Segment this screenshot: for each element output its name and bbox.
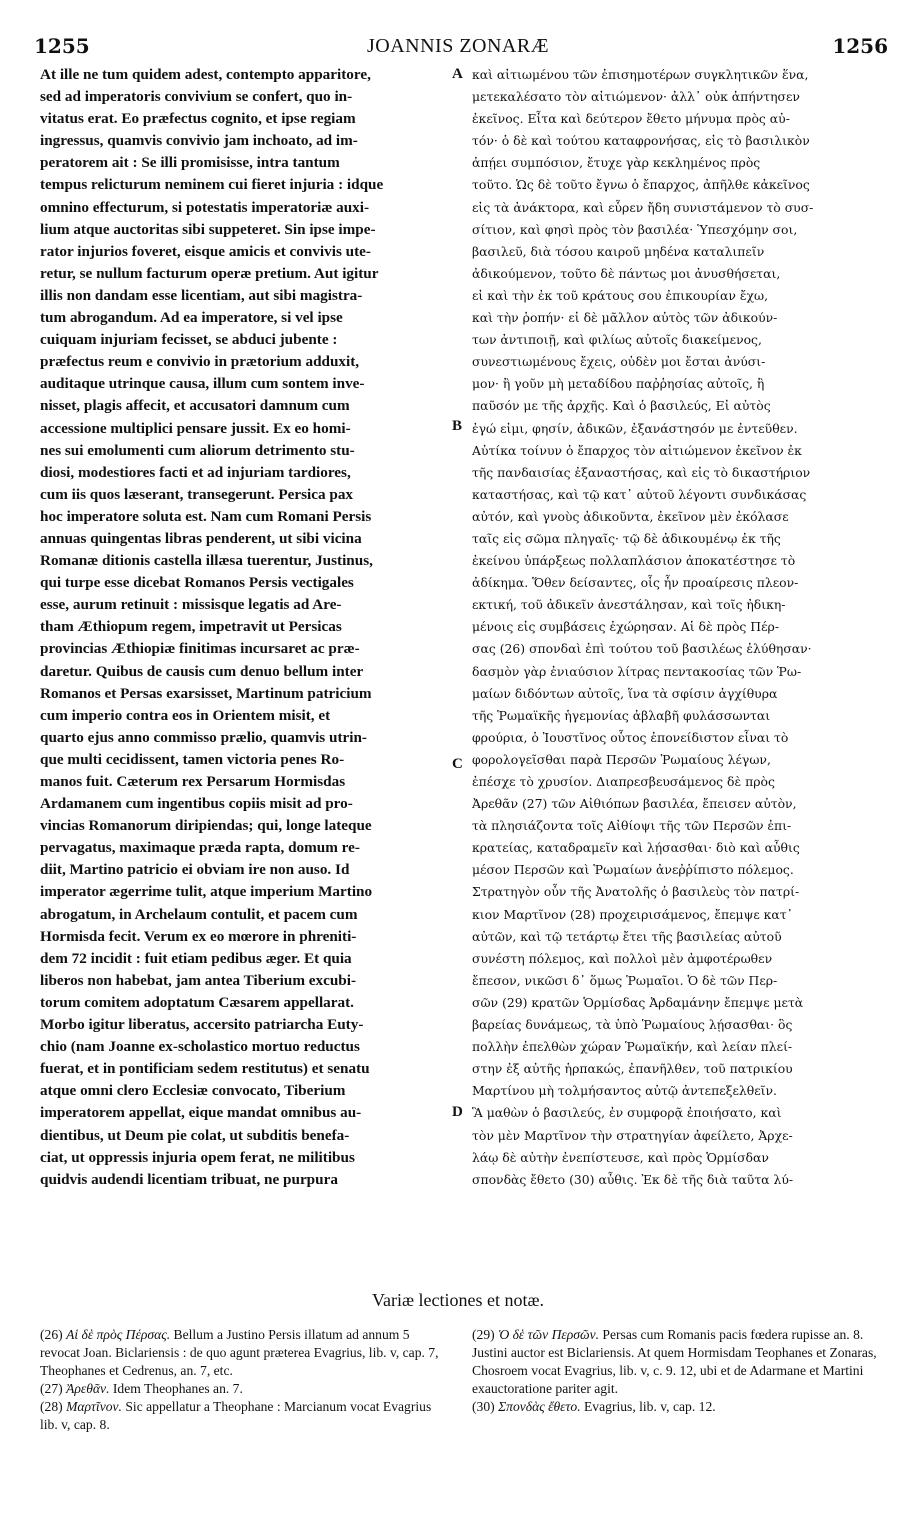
- latin-line: fuerat, et in pontificiam sedem restitutus) et senatu: [40, 1060, 370, 1078]
- latin-line: Morbo igitur liberatus, accersito patriarcha Euty-: [40, 1016, 364, 1034]
- latin-line: imperatorem appellat, eique mandat omnibus au-: [40, 1104, 362, 1122]
- footnotes-left: [40, 1326, 445, 1434]
- greek-line: συνέστη πόλεμος, καὶ πολλοὶ μὲν ἀμφοτέρωθεν: [472, 950, 773, 966]
- notes-title: Variæ lectiones et notæ.: [372, 1290, 544, 1310]
- greek-line: Στρατηγὸν οὖν τῆς Ἀνατολῆς ὁ βασιλεὺς τὸν πατρί-: [472, 884, 800, 900]
- margin-marker-c: C: [452, 756, 463, 772]
- latin-line: tham Æthiopum regem, impetravit ut Persicas: [40, 618, 342, 636]
- greek-line: μον· ἢ γοῦν μὴ μεταδίδου παῤῥησίας αὐτοῖς, ἢ: [472, 376, 765, 392]
- footnote: [40, 1326, 445, 1380]
- footnote-lemma: Αἱ δὲ πρὸς Πέρσας.: [66, 1327, 171, 1342]
- greek-line: καὶ αἰτιωμένου τῶν ἐπισημοτέρων συγκλητικῶν ἕνα,: [472, 67, 809, 82]
- greek-column: [472, 64, 884, 1264]
- greek-line: ἀδικούμενον, τοῦτο δὲ πάντως μοι ἀνυσθήσεται,: [472, 265, 781, 281]
- greek-line: τῆς πανδαισίας ἐξαναστήσας, καὶ εἰς τὸ δικαστήριον: [472, 464, 811, 480]
- footnotes-right: [472, 1326, 882, 1416]
- latin-line: Romanæ ditionis castella illæsa tuerentur, Justinus,: [40, 552, 373, 570]
- greek-line: κιον Μαρτῖνον (28) προχειρισάμενος, ἔπεμψε κατ᾿: [472, 906, 793, 922]
- footnote-text: Idem Theophanes an. 7.: [109, 1381, 243, 1396]
- latin-line: præfectus reum e convivio in prætorium adduxit,: [40, 353, 360, 371]
- greek-line: αὐτῶν, καὶ τῷ τετάρτῳ ἔτει τῆς βασιλείας αὐτοῦ: [472, 928, 782, 944]
- latin-line: chio (nam Joanne ex-scholastico mortuo reductus: [40, 1038, 360, 1056]
- greek-line: ταῖς εἰς σῶμα πληγαῖς· τῷ δὲ ἀδικουμένῳ ἐκ τῆς: [472, 530, 781, 546]
- footnote-text: Evagrius, lib. v, cap. 12.: [580, 1399, 716, 1414]
- latin-line: Hormisda fecit. Verum ex eo mœrore in phreniti-: [40, 927, 357, 945]
- greek-line: φορολογεῖσθαι παρὰ Περσῶν Ῥωμαίους λέγων,: [472, 751, 771, 767]
- latin-line: quidvis audendi licentiam tribuat, ne purpura: [40, 1170, 338, 1188]
- latin-line: peratorem ait : Se illi promisisse, intra tantum: [40, 154, 340, 172]
- footnote: [472, 1326, 882, 1398]
- margin-marker-a: A: [452, 66, 463, 82]
- greek-line: βαρείας δυνάμεως, τὰ ὑπὸ Ῥωμαίους λῄσασθαι· ὃς: [472, 1017, 793, 1033]
- margin-marker-d: D: [452, 1104, 463, 1120]
- latin-line: dem 72 incidit : fuit etiam pedibus æger. Et quia: [40, 949, 352, 967]
- greek-line: καταστήσας, καὶ τῷ κατ᾿ αὐτοῦ λέγοντι συνδικάσας: [472, 486, 807, 502]
- greek-line: σας (26) σπονδαὶ ἐπὶ τούτου τοῦ βασιλέως ἐλύθησαν·: [472, 641, 812, 657]
- latin-line: auditaque utrinque causa, illum cum sontem inve-: [40, 375, 365, 393]
- greek-line: εἰ καὶ τὴν ἐκ τοῦ κράτους σου ἐπικουρίαν ἔχω,: [472, 287, 769, 303]
- greek-line: μαίων διδόντων αὐτοῖς, ἵνα τὰ σφίσιν ἀγχίθυρα: [472, 685, 778, 701]
- right-page-number: 1256: [832, 34, 888, 58]
- greek-line: μένοις εἰς συμβάσεις ἐχώρησαν. Αἱ δὲ πρὸς Πέρ-: [472, 619, 780, 635]
- latin-line: sed ad imperatoris convivium se confert, quo in-: [40, 88, 353, 106]
- latin-line: que multi cecidissent, tamen victoria penes Ro-: [40, 750, 345, 768]
- greek-line: ἐγώ εἰμι, φησίν, ἀδικῶν, ἐξανάστησόν με ἐντεῦθεν.: [472, 420, 798, 436]
- latin-line: manos fuit. Cæterum rex Persarum Hormisdas: [40, 773, 346, 790]
- greek-line: Ἀρεθᾶν (27) τῶν Αἰθιόπων βασιλέα, ἔπεισεν αὐτὸν,: [472, 796, 797, 812]
- footnote-lemma: Ἀρεθᾶν.: [66, 1381, 110, 1396]
- latin-column: [40, 64, 445, 1264]
- latin-line: cuiquam injuriam fecisset, se abduci jubente :: [40, 331, 338, 349]
- footnote-number: (30): [472, 1399, 495, 1414]
- latin-line: nisset, plagis affecit, et accusatori damnum cum: [40, 397, 350, 415]
- greek-line: αὐτόν, καὶ γνοὺς ἀδικοῦντα, ἐκεῖνον μὲν ἐκόλασε: [472, 508, 789, 524]
- greek-line: καὶ τὴν ῥοπήν· εἰ δὲ μᾶλλον αὐτὸς τῶν ἀδικούν-: [472, 310, 778, 326]
- latin-line: tempus relicturum neminem cui fieret injuria : idque: [40, 176, 384, 194]
- greek-line: πολλὴν ἐπελθὼν χώραν Ῥωμαϊκήν, καὶ λείαν πλεί-: [472, 1039, 793, 1055]
- footnote-text: Bellum a Justino Persis illatum ad annum 5 revocat Joan. Biclariensis : de quo agunt præterea Evagrius, lib. v, cap. 7, Theophanes et Cedrenus, an. 7, etc.: [40, 1327, 439, 1378]
- footnote-text: Persas cum Romanis pacis fœdera rupisse an. 8. Justini auctor est Biclariensis. At quem Hormisdam Teophanes et Zonaras, Chosroem vocat Evagrius, lib. v, c. 9. 12, ubi et de Adarmane et Martini exauctoratione pariter agit.: [472, 1327, 877, 1396]
- latin-line: diit, Martino patricio ei obviam ire non auso. Id: [40, 861, 350, 879]
- greek-line: στην ἐξ αὐτῆς ἡρπακώς, ἐπανῆλθεν, τοῦ πατρικίου: [472, 1061, 793, 1077]
- latin-line: daretur. Quibus de causis cum denuo bellum inter: [40, 662, 364, 680]
- latin-line: pervagatus, maximaque præda rapta, domum re-: [40, 839, 360, 857]
- latin-line: At ille ne tum quidem adest, contempto apparitore,: [40, 66, 371, 83]
- greek-line: μετεκαλέσατο τὸν αἰτιώμενον· ἀλλ᾿ οὐκ ἀπήντησεν: [472, 89, 800, 105]
- greek-line: ἐκεῖνος. Εἶτα καὶ δεύτερον ἔθετο μήνυμα πρὸς αὐ-: [472, 111, 790, 127]
- latin-line: Romanos et Persas exarsisset, Martinum patricium: [40, 684, 372, 702]
- latin-line: tum abrogandum. Ad ea imperatore, si vel ipse: [40, 309, 343, 327]
- greek-line: κρατείας, καταδραμεῖν καὶ λῄσασθαι· διὸ καὶ αὖθις: [472, 840, 800, 856]
- greek-line: μέσον Περσῶν καὶ Ῥωμαίων ἀνεῤῥίπιστο πόλεμος.: [472, 862, 794, 878]
- greek-line: βασιλεῦ, διὰ τόσου καιροῦ μηδένα καταλιπεῖν: [472, 243, 765, 259]
- footnote-lemma: Μαρτῖνον.: [66, 1399, 122, 1414]
- greek-line: τὰ πλησιάζοντα τοῖς Αἰθίοψι τῆς τῶν Περσῶν ἐπι-: [472, 818, 792, 834]
- greek-line: των ἀντιποιῇ, καὶ φιλίως αὐτοῖς διακείμενος,: [472, 332, 762, 348]
- footnote-lemma: Σπονδὰς ἔθετο.: [498, 1399, 581, 1414]
- greek-line: σπονδὰς ἔθετο (30) αὖθις. Ἐκ δὲ τῆς διὰ ταῦτα λύ-: [472, 1171, 794, 1187]
- latin-line: illis non dandam esse licentiam, aut sibi magistra-: [40, 286, 363, 304]
- footnote-number: (27): [40, 1381, 63, 1396]
- latin-line: ingressus, quamvis convivio jam inchoato, ad im-: [40, 132, 358, 150]
- greek-line: τὸν μὲν Μαρτῖνον τὴν στρατηγίαν ἀφείλετο, Ἀρχε-: [472, 1127, 793, 1143]
- footnote-number: (29): [472, 1327, 495, 1342]
- greek-line: Αὐτίκα τοίνυν ὁ ἔπαρχος τὸν αἰτιώμενον ἐκεῖνον ἐκ: [472, 442, 802, 458]
- latin-line: nes sui emolumenti cum aliorum detrimento stu-: [40, 441, 355, 459]
- latin-line: ciat, ut oppressis injuria opem ferat, ne militibus: [40, 1148, 355, 1166]
- latin-line: esse, aurum retinuit : missisque legatis ad Are-: [40, 596, 342, 614]
- footnote: [40, 1380, 445, 1398]
- latin-line: vitatus erat. Eo præfectus cognito, et ipse regiam: [40, 110, 356, 128]
- latin-line: accessione multiplici pensare jussit. Ex eo homi-: [40, 419, 351, 437]
- latin-line: atque omni clero Ecclesiæ convocato, Tiberium: [40, 1082, 346, 1100]
- latin-line: abrogatum, in Archelaum contulit, et pacem cum: [40, 905, 358, 923]
- latin-line: quarto ejus anno commisso prælio, quamvis utrin-: [40, 728, 367, 746]
- greek-line: λάῳ δὲ αὐτὴν ἐνεπίστευσε, καὶ πρὸς Ὁρμίσδαν: [472, 1149, 769, 1165]
- greek-line: τῆς Ῥωμαϊκῆς ἡγεμονίας ἀβλαβῆ φυλάσσωνται: [472, 707, 771, 723]
- latin-line: lium atque auctoritas sibi suppeteret. Sin ipse impe-: [40, 220, 376, 238]
- footnote: [40, 1398, 445, 1434]
- latin-line: omnino effecturum, si potestatis imperatoriæ auxi-: [40, 198, 370, 216]
- greek-line: ἐπέσχε τὸ χρυσίον. Διαπρεσβευσάμενος δὲ πρὸς: [472, 774, 775, 789]
- greek-line: παῦσόν με τῆς ἀρχῆς. Καὶ ὁ βασιλεύς, Εἰ αὐτὸς: [472, 398, 771, 414]
- latin-line: diosi, modestiores facti et ad injuriam tardiores,: [40, 463, 351, 481]
- greek-line: συνεστιωμένους ἔχεις, οὐδὲν μοι ἔσται ἀνύσι-: [472, 354, 766, 370]
- running-header: [28, 34, 888, 58]
- latin-line: retur, se nullum facturum operæ pretium. Aut igitur: [40, 264, 379, 282]
- latin-line: imperator ægerrime tulit, atque imperium Martino: [40, 883, 373, 901]
- latin-line: cum imperio contra eos in Orientem misit, et: [40, 706, 331, 724]
- margin-marker-b: B: [452, 418, 463, 434]
- greek-line: εκτική, τοῦ ἀδικεῖν ἀνεστάλησαν, καὶ τοῖς ἠδικη-: [472, 597, 786, 613]
- latin-line: provincias Æthiopiæ finitimas incursaret ac præ-: [40, 640, 360, 658]
- greek-line: φρούρια, ὁ Ἰουστῖνος οὗτος ἐπονείδιστον εἶναι τὸ: [472, 729, 789, 745]
- latin-line: liberos non habebat, jam antea Tiberium excubi-: [40, 971, 357, 989]
- greek-line: ἀπῄει συμπόσιον, ἔτυχε γὰρ κεκλημένος πρὸς: [472, 155, 761, 171]
- greek-line: σίτιον, καὶ φησὶ πρὸς τὸν βασιλέα· Ὑπεσχόμην σοι,: [472, 221, 798, 237]
- latin-line: dientibus, ut Deum pie colat, ut subditis benefa-: [40, 1126, 350, 1144]
- latin-line: torum comitem adoptatum Cæsarem appellarat.: [40, 993, 354, 1011]
- greek-line: δασμὸν γὰρ ἐνιαύσιον λίτρας πεντακοσίας τῶν Ῥω-: [472, 663, 802, 679]
- greek-line: τόν· ὁ δὲ καὶ τούτου καταφρονήσας, εἰς τὸ βασιλικὸν: [472, 133, 810, 149]
- greek-line: ἀδίκημα. Ὅθεν δείσαντες, οἷς ἦν προαίρεσις πλεον-: [472, 575, 799, 591]
- latin-line: hoc imperatore soluta est. Nam cum Romani Persis: [40, 507, 372, 525]
- running-title: JOANNIS ZONARÆ: [366, 35, 549, 57]
- footnote: [472, 1398, 882, 1416]
- latin-line: vincias Romanorum diripiendas; qui, longe lateque: [40, 817, 372, 835]
- greek-line: Μαρτίνου μὴ τολμήσαντος αὐτῷ ἀντεπεξελθεῖν.: [472, 1083, 777, 1099]
- footnote-number: (26): [40, 1327, 63, 1342]
- greek-line: εἰς τὰ ἀνάκτορα, καὶ εὗρεν ἤδη συνιστάμενον τὸ συσ-: [472, 199, 814, 215]
- latin-line: cum iis quos læserant, transegerunt. Persica pax: [40, 485, 354, 503]
- footnote-lemma: Ὁ δὲ τῶν Περσῶν.: [498, 1327, 600, 1342]
- greek-line: ἔπεσον, νικῶσι δ᾿ ὅμως Ῥωμαῖοι. Ὁ δὲ τῶν Περ-: [472, 972, 778, 988]
- greek-line: ἐκείνου ὑπάρξεως πολλαπλάσιον ἀποκατέστησε τὸ: [472, 553, 796, 569]
- left-page-number: 1255: [34, 34, 90, 58]
- latin-line: qui turpe esse dicebat Romanos Persis vectigales: [40, 574, 354, 592]
- greek-line: Ἃ μαθὼν ὁ βασιλεύς, ἐν συμφορᾷ ἐποιήσατο, καὶ: [472, 1105, 782, 1121]
- footnote-text: Sic appellatur a Theophane : Marcianum vocat Evagrius lib. v, cap. 8.: [40, 1399, 432, 1432]
- greek-line: τοῦτο. Ὡς δὲ τοῦτο ἔγνω ὁ ἔπαρχος, ἀπῆλθε κἀκεῖνος: [472, 177, 810, 193]
- latin-line: Ardamanem cum ingentibus copiis misit ad pro-: [40, 795, 353, 813]
- latin-line: annuas quingentas libras penderent, ut sibi vicina: [40, 529, 362, 547]
- latin-line: rator injurios foveret, eisque amicis et convivis ute-: [40, 242, 371, 260]
- footnote-number: (28): [40, 1399, 63, 1414]
- greek-line: σῶν (29) κρατῶν Ὁρμίσδας Ἀρδαμάνην ἔπεμψε μετὰ: [472, 994, 804, 1010]
